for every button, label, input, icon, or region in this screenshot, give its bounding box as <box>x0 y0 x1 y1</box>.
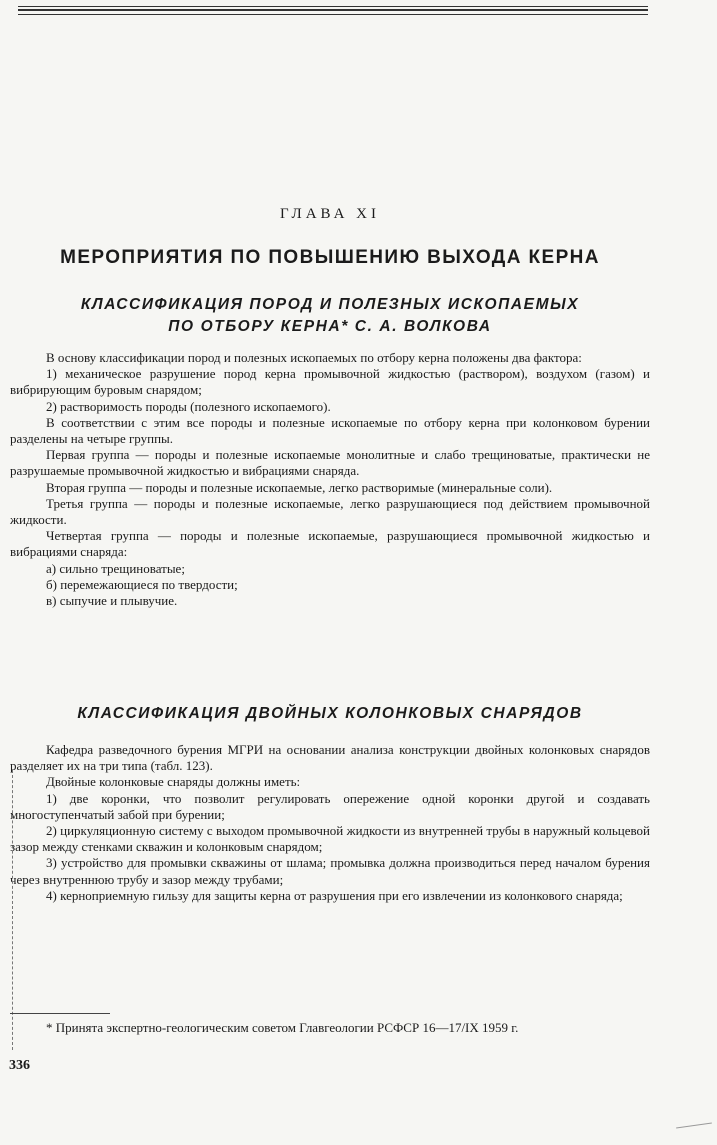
footnote-rule <box>10 1013 110 1014</box>
paragraph: В соответствии с этим все породы и полезные ископаемые по отбору керна при колонковом бурении разделены на четыре группы. <box>10 414 650 447</box>
footnote <box>10 1020 650 1036</box>
paragraph: 3) устройство для промывки скважины от шлама; промывка должна производиться перед началом бурения через внутреннюю трубу и зазор между трубами; <box>10 855 650 887</box>
paragraph: Двойные колонковые снаряды должны иметь: <box>46 774 301 790</box>
section-body <box>10 742 650 904</box>
top-rule <box>18 6 648 7</box>
paragraph: 2) растворимость породы (полезного ископаемого). <box>46 398 331 414</box>
paragraph: Четвертая группа — породы и полезные ископаемые, разрушающиеся промывочной жидкостью и вибрациями снаряда: <box>10 528 650 560</box>
section-title-line: КЛАССИФИКАЦИЯ ПОРОД И ПОЛЕЗНЫХ ИСКОПАЕМЫХ <box>80 296 580 313</box>
paragraph: Вторая группа — породы и полезные ископаемые, легко растворимые (минеральные соли). <box>46 479 553 495</box>
list-item: в) сыпучие и плывучие. <box>46 593 178 609</box>
section-title-line: ПО ОТБОРУ КЕРНА* С. А. ВОЛКОВА <box>168 318 492 335</box>
margin-mark <box>12 770 13 1050</box>
section-title: КЛАССИФИКАЦИЯ ДВОЙНЫХ КОЛОНКОВЫХ СНАРЯДОВ <box>77 705 583 722</box>
footnote-text: * Принята экспертно-геологическим советом Главгеологии РСФСР 16—17/IX 1959 г. <box>46 1020 519 1035</box>
paragraph: Первая группа — породы и полезные ископаемые монолитные и слабо трещиноватые, практически не разрушаемые промывочной жидкостью и вибрациями снаряда. <box>10 447 650 479</box>
paragraph: 2) циркуляционную систему с выходом промывочной жидкости из внутренней трубы в наружный кольцевой зазор между стенками скважин и колонковым снарядом; <box>10 823 650 855</box>
corner-mark <box>676 1122 712 1128</box>
paragraph: Третья группа — породы и полезные ископаемые, легко разрушающиеся под действием промывочной жидкости. <box>10 495 650 528</box>
section-title <box>0 294 660 338</box>
paragraph: 1) механическое разрушение пород керна промывочной жидкостью (раствором), воздухом (газом) и вибрирующим буровым снарядом; <box>10 366 650 398</box>
paragraph: В основу классификации пород и полезных ископаемых по отбору керна положены два фактора: <box>46 350 582 365</box>
paragraph: Кафедра разведочного бурения МГРИ на основании анализа конструкции двойных колонковых снарядов разделяет их на три типа (табл. 123). <box>10 742 650 774</box>
list-item: а) сильно трещиноватые; <box>46 560 185 576</box>
paragraph: 1) две коронки, что позволит регулировать опережение одной коронки другой и создавать многоступенчатый забой при бурении; <box>10 790 650 822</box>
chapter-title: МЕРОПРИЯТИЯ ПО ПОВЫШЕНИЮ ВЫХОДА КЕРНА <box>60 247 600 268</box>
top-rule <box>18 9 648 11</box>
chapter-heading: ГЛАВА XI <box>279 206 381 222</box>
paragraph: 4) кернoприемную гильзу для защиты керна от разрушения при его извлечении из колонкового снаряда; <box>46 887 623 903</box>
top-rule <box>18 14 648 15</box>
page-number: 336 <box>9 1058 30 1073</box>
section-body <box>10 350 650 609</box>
list-item: б) перемежающиеся по твердости; <box>46 576 238 592</box>
